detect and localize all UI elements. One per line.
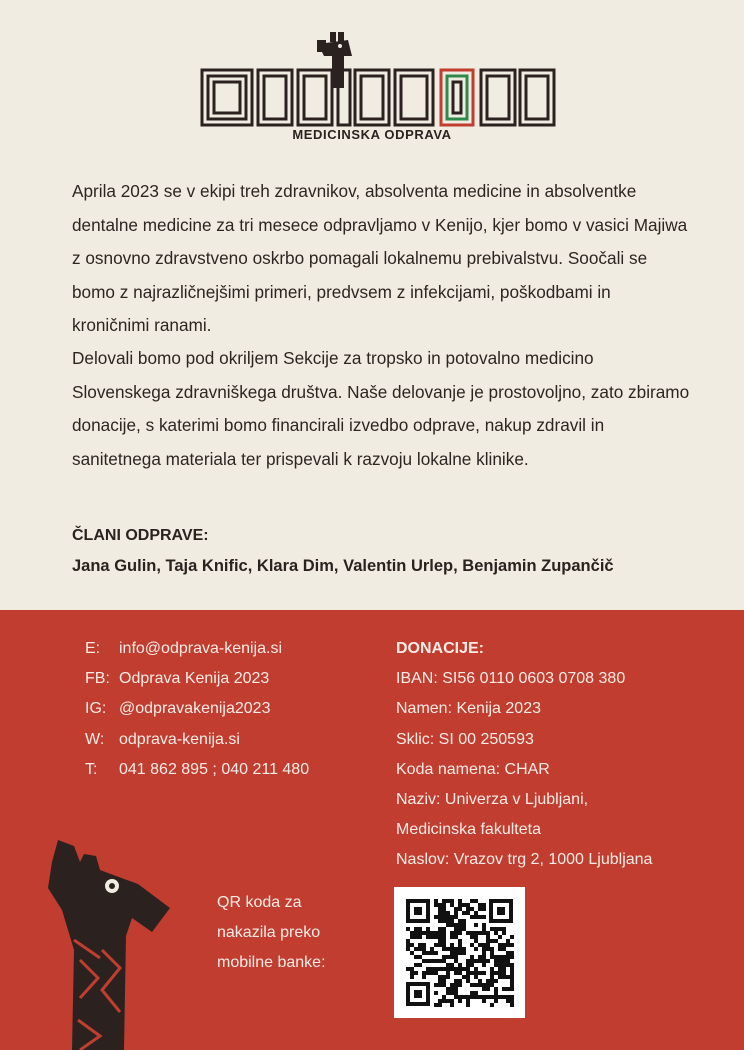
flyer-bottom-section <box>0 610 744 1050</box>
purpose-code-line: Koda namena: CHAR <box>396 760 550 778</box>
iban-line: IBAN: SI56 0110 0603 0708 380 <box>396 670 626 688</box>
website-link[interactable]: odprava-kenija.si <box>119 730 240 748</box>
subtitle: MEDICINSKA ODPRAVA <box>292 127 452 142</box>
intro-paragraph: Aprila 2023 se v ekipi treh zdravnikov, absolventa medicine in absolventke dentalne medicine za tri mesece odpravljamo v Kenijo, kjer bomo v vasici Majiwa z osnovno zdravstveno oskrbo pomagali lokalnemu prebivalstvu. Soočali se bomo z najrazličnejšimi primeri, predvsem z infekcijami, poškodbami in kroničnimi ranami. <box>72 181 688 335</box>
giraffe-illustration-icon <box>40 840 200 1050</box>
phone-numbers[interactable]: 041 862 895 ; 040 211 480 <box>119 760 310 778</box>
facebook-link[interactable]: Odprava Kenija 2023 <box>119 670 270 688</box>
contact-phone: T: 041 862 895 ; 040 211 480 <box>85 761 309 791</box>
qr-code-icon <box>394 887 525 1018</box>
email-link[interactable]: info@odprava-kenija.si <box>119 640 282 657</box>
contact-facebook: FB: Odprava Kenija 2023 <box>85 670 309 700</box>
address-line: Naslov: Vrazov trg 2, 1000 Ljubljana <box>396 851 653 869</box>
recipient-line-1: Naziv: Univerza v Ljubljani, <box>396 790 589 808</box>
donations-heading: DONACIJE: <box>396 640 485 657</box>
qr-caption: QR koda za nakazila preko mobilne banke: <box>217 894 326 971</box>
members-heading: ČLANI ODPRAVE: <box>72 527 209 544</box>
contact-email: E: info@odprava-kenija.si <box>85 640 309 670</box>
contact-instagram: IG: @odpravakenija2023 <box>85 700 309 730</box>
recipient-line-2: Medicinska fakulteta <box>396 821 541 839</box>
members-list: Jana Gulin, Taja Knific, Klara Dim, Valentin Urlep, Benjamin Zupančič <box>72 557 614 575</box>
reference-line: Sklic: SI 00 250593 <box>396 730 534 748</box>
donations-block <box>396 640 652 882</box>
giraffe-logo-icon <box>317 32 352 88</box>
qr-code[interactable] <box>394 887 525 1018</box>
mission-paragraph: Delovali bomo pod okriljem Sekcije za tropsko in potovalno medicino Slovenskega zdravniškega društva. Naše delovanje je prostovoljno, zato zbiramo donacije, s katerimi bomo financirali izvedbo odprave, nakup zdravil in sanitetnega materiala ter prispevali k razvoju lokalne klinike. <box>72 348 690 469</box>
instagram-link[interactable]: @odpravakenija2023 <box>119 700 271 718</box>
purpose-line: Namen: Kenija 2023 <box>396 700 541 718</box>
contact-list <box>85 640 309 791</box>
contact-website: W: odprava-kenija.si <box>85 731 309 761</box>
